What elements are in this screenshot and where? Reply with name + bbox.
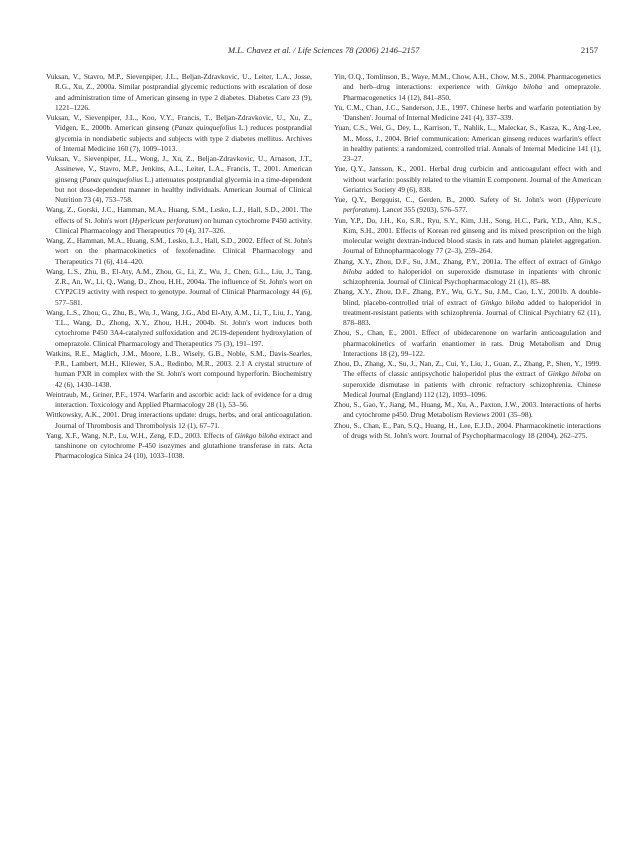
references-right-column	[334, 72, 601, 441]
reference-entry: Zhou, D., Zhang, X., Su, J., Nan, Z., Cui, Y., Liu, J., Guan, Z., Zhang, P., Shen, Y., 1999. The effects of classic antipsychotic haloperidol plus the extract of Ginkgo biloba on superoxide dismutase in patients with chronic refractory schizophrenia. Chinese Medical Journal (England) 112 (12), 1093–1096.	[334, 359, 601, 399]
species-name: Hypericum perforatum	[131, 215, 200, 225]
reference-entry: Yuan, C.S., Wei, G., Dey, L., Karrison, T., Nahlik, L., Maleckar, S., Kasza, K., Ang-Lee, M., Moss, J., 2004. Brief communication: American ginseng reduces warfarin's effect in healthy patients: a randomized, controlled trial. Annals of Internal Medicine 141 (1), 23–27.	[334, 123, 601, 163]
reference-entry: Weintraub, M., Griner, P.F., 1974. Warfarin and ascorbic acid: lack of evidence for a drug interaction. Toxicology and Applied Pharmacology 28 (1), 53–56.	[46, 389, 312, 409]
references-left-column	[46, 72, 312, 462]
reference-entry: Yin, O.Q., Tomlinson, B., Waye, M.M., Chow, A.H., Chow, M.S., 2004. Pharmacogenetics and herb–drug interactions: experience with Ginkgo biloba and omeprazole. Pharmacogenetics 14 (12), 841–850.	[334, 72, 601, 102]
reference-entry: Vuksan, V., Sievenpiper, J.L., Koo, V.Y., Francis, T., Beljan-Zdravkovic, U., Xu, Z., Vidgen, E., 2000b. American ginseng (Panax quinquefolius L.) reduces postprandial glycemia in nondiabetic subjects and subjects with type 2 diabetes mellitus. Archives of Internal Medicine 160 (7), 1009–1013.	[46, 113, 312, 153]
running-title: M.L. Chavez et al. / Life Sciences 78 (2006) 2146–2157	[228, 45, 420, 55]
reference-entry: Zhang, X.Y., Zhou, D.F., Zhang, P.Y., Wu, G.Y., Su, J.M., Cao, L.Y., 2001b. A double-blind, placebo-controlled trial of extract of Ginkgo biloba added to haloperidol in treatment-resistant patients with schizophrenia. Journal of Clinical Psychiatry 62 (11), 878–883.	[334, 287, 601, 327]
species-name: Ginkgo biloba	[547, 369, 591, 379]
reference-entry: Yue, Q.Y., Bergquist, C., Gerden, B., 2000. Safety of St. John's wort (Hypericum perforatum). Lancet 355 (9203), 576–577.	[334, 195, 601, 215]
species-name: Panax quinquefolius	[174, 123, 236, 133]
reference-entry: Yun, Y.P., Do, J.H., Ko, S.R., Ryu, S.Y., Kim, J.H., Song, H.C., Park, Y.D., Ahn, K.S., Kim, S.H., 2001. Effects of Korean red ginseng and its mixed prescription on the high molecular weight dextran-induced blood stasis in rats and human platelet aggregation. Journal of Ethnopharmacology 77 (2–3), 259–264.	[334, 215, 601, 256]
species-name: Hypericum perforatum	[343, 195, 601, 215]
species-name: Ginkgo biloba	[234, 430, 278, 440]
reference-entry: Wang, L.S., Zhou, G., Zhu, B., Wu, J., Wang, J.G., Abd El-Aty, A.M., Li, T., Liu, J., Yang, T.L., Wang, D., Zhong, X.Y., Zhou, H.H., 2004b. St. John's wort induces both cytochrome P450 3A4-catalyzed sulfoxidation and 2C19-dependent hydroxylation of omeprazole. Clinical Pharmacology and Therapeutics 75 (3), 191–197.	[46, 307, 312, 348]
reference-entry: Vuksan, V., Stavro, M.P., Sievenpiper, J.L., Beljan-Zdravkovic, U., Leiter, L.A., Josse, R.G., Xu, Z., 2000a. Similar postprandial glycemic reductions with escalation of dose and administration time of American ginseng in type 2 diabetes. Diabetes Care 23 (9), 1221–1226.	[46, 72, 312, 112]
reference-entry: Yue, Q.Y., Jansson, K., 2001. Herbal drug curbicin and anticoagulant effect with and without warfarin: possibly related to the vitamin E component. Journal of the American Geriatrics Society 49 (6), 838.	[334, 164, 601, 194]
reference-entry: Wang, L.S., Zhu, B., El-Aty, A.M., Zhou, G., Li, Z., Wu, J., Chen, G.L., Liu, J., Tang, Z.R., An, W., Li, Q., Wang, D., Zhou, H.H., 2004a. The influence of St. John's wort on CYP2C19 activity with respect to genotype. Journal of Clinical Pharmacology 44 (6), 577–581.	[46, 266, 312, 307]
species-name: Panax quinquefolius	[82, 174, 143, 184]
reference-entry: Yang, X.F., Wang, N.P., Lu, W.H., Zeng, F.D., 2003. Effects of Ginkgo biloba extract and tanshinone on cytochrome P-450 isozymes and glutathione transferase in rats. Acta Pharmacologica Sinica 24 (10), 1033–1038.	[46, 430, 312, 461]
species-name: Ginkgo biloba	[343, 256, 601, 276]
reference-entry: Vuksan, V., Sievenpiper, J.L., Wong, J., Xu, Z., Beljan-Zdravkovic, U., Arnason, J.T., Assinewe, V., Stavro, M.P., Jenkins, A.L., Leiter, L.A., Francis, T., 2001. American ginseng (Panax quinquefolius L.) attenuates postprandial glycemia in a time-dependent but not dose-dependent manner in healthy individuals. American Journal of Clinical Nutrition 73 (4), 753–758.	[46, 154, 312, 204]
reference-entry: Zhou, S., Chan, E., Pan, S.Q., Huang, H., Lee, E.J.D., 2004. Pharmacokinetic interactions of drugs with St. John's wort. Journal of Psychopharmacology 18 (2004), 262–275.	[334, 420, 601, 440]
page-number: 2157	[580, 45, 598, 55]
reference-entry: Zhou, S., Chan, E., 2001. Effect of ubidecarenone on warfarin anticoagulation and pharmacokinetics of warfarin enantiomer in rats. Drug Metabolism and Drug Interactions 18 (2), 99–122.	[334, 328, 601, 358]
reference-entry: Wittkowsky, A.K., 2001. Drug interactions update: drugs, herbs, and oral anticoagulation. Journal of Thrombosis and Thrombolysis 12 (1), 67–71.	[46, 410, 312, 430]
reference-entry: Watkins, R.E., Maglich, J.M., Moore, L.B., Wisely, G.B., Noble, S.M., Davis-Searles, P.R., Lambert, M.H., Kliewer, S.A., Redinbo, M.R., 2003. 2.1 A crystal structure of human PXR in complex with the St. John's wort compound hyperforin. Biochemistry 42 (6), 1430–1438.	[46, 348, 312, 389]
reference-entry: Zhang, X.Y., Zhou, D.F., Su, J.M., Zhang, P.Y., 2001a. The effect of extract of Ginkgo biloba added to haloperidol on superoxide dismutase in inpatients with chronic schizophrenia. Journal of Clinical Psychopharmacology 21 (1), 85–88.	[334, 256, 601, 286]
reference-entry: Wang, Z., Gorski, J.C., Hamman, M.A., Huang, S.M., Lesko, L.J., Hall, S.D., 2001. The effects of St. John's wort (Hypericum perforatum) on human cytochrome P450 activity. Clinical Pharmacology and Therapeutics 70 (4), 317–326.	[46, 205, 312, 235]
running-head	[0, 45, 638, 59]
reference-entry: Yu, C.M., Chan, J.C., Sanderson, J.E., 1997. Chinese herbs and warfarin potentiation by 'Danshen'. Journal of Internal Medicine 241 (4), 337–339.	[334, 102, 601, 122]
reference-entry: Wang, Z., Hamman, M.A., Huang, S.M., Lesko, L.J., Hall, S.D., 2002. Effect of St. John's wort on the pharmacokinetics of fexofenadine. Clinical Pharmacology and Therapeutics 71 (6), 414–420.	[46, 236, 312, 266]
species-name: Ginkgo biloba	[480, 297, 525, 307]
species-name: Ginkgo biloba	[495, 82, 543, 92]
reference-entry: Zhou, S., Gao, Y., Jiang, M., Huang, M., Xu, A., Paxton, J.W., 2003. Interactions of herbs and cytochrome p450. Drug Metabolism Reviews 2001 (35–98).	[334, 400, 601, 420]
